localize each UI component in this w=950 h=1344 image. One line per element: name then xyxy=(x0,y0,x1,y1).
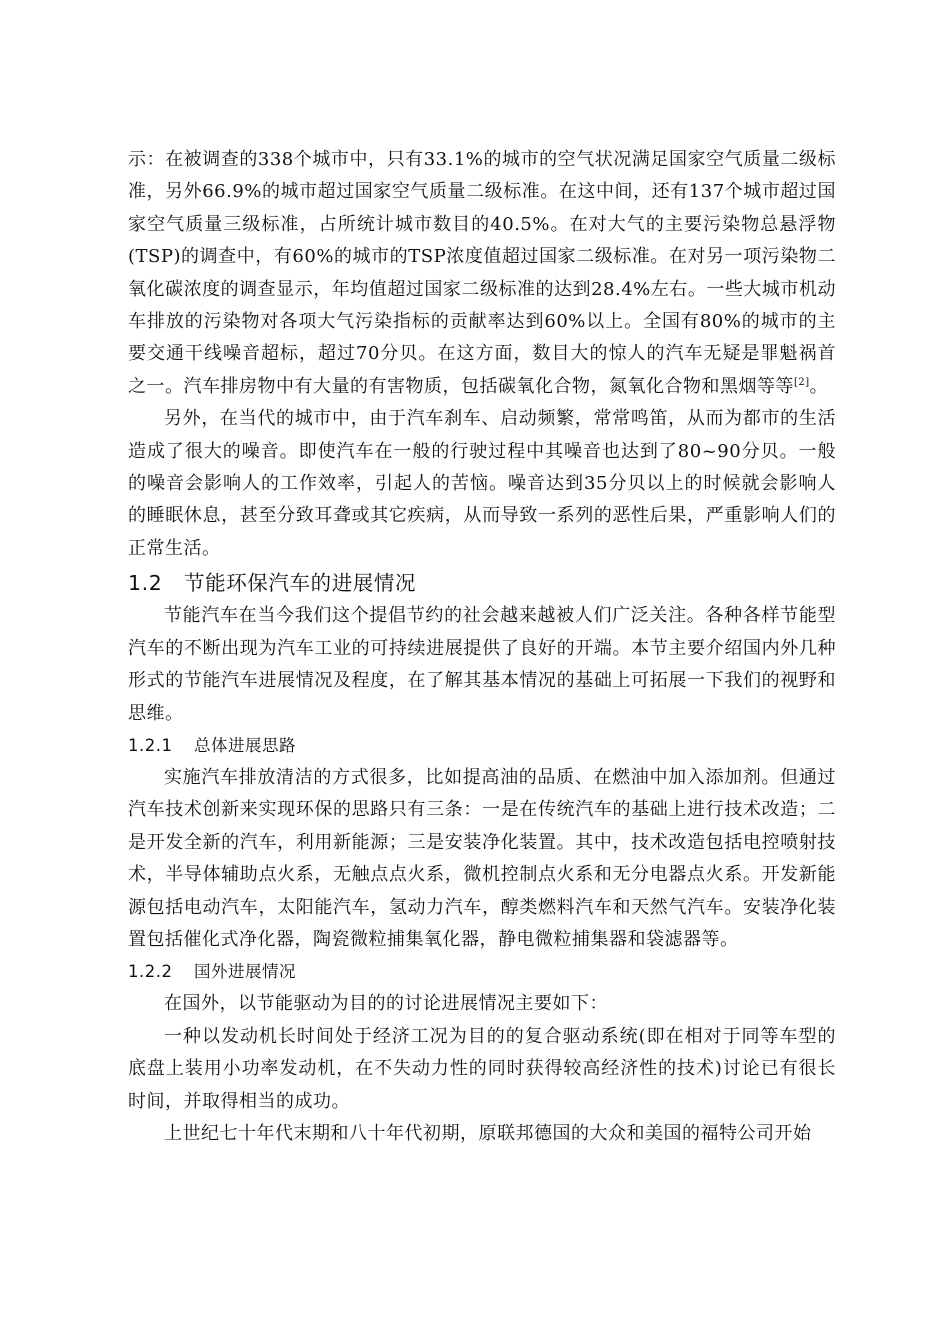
subsection-heading-1-2-1 xyxy=(128,730,836,762)
paragraph-clean-emission: 实施汽车排放清洁的方式很多，比如提高油的品质、在燃油中加入添加剂。但通过汽车技术创新来实现环保的思路只有三条：一是在传统汽车的基础上进行技术改造；二是开发全新的汽车，利用新能源；三是安装净化装置。其中，技术改造包括电控喷射技术，半导体辅助点火系，无触点点火系，微机控制点火系和无分电器点火系。开发新能源包括电动汽车，太阳能汽车，氢动力汽车，醇类燃料汽车和天然气汽车。安装净化装置包括催化式净化器，陶瓷微粒捕集氧化器，静电微粒捕集器和袋滤器等。 xyxy=(128,766,836,950)
citation-reference: [2] xyxy=(794,376,810,388)
section-title: 节能环保汽车的进展情况 xyxy=(184,571,417,596)
paragraph-air-quality-end: 。 xyxy=(809,375,829,397)
paragraph-history: 上世纪七十年代末期和八十年代初期，原联邦德国的大众和美国的福特公司开始 xyxy=(164,1122,812,1144)
subsection-number: 1.2.2 xyxy=(128,962,173,982)
paragraph-air-quality-text: 示：在被调查的338个城市中，只有33.1%的城市的空气状况满足国家空气质量二级标准，另外66.9%的城市超过国家空气质量二级标准。在这中间，还有137个城市超过国家空气质量三级标准，占所统计城市数目的40.5%。在对大气的主要污染物总悬浮物(TSP)的调查中，有60%的城市的TSP浓度值超过国家二级标准。在对另一项污染物二氧化碳浓度的调查显示，年均值超过国家二级标准的达到28.4%左右。一些大城市机动车排放的污染物对各项大气污染指标的贡献率达到60%以上。全国有80%的城市的主要交通干线噪音超标，超过70分贝。在这方面，数目大的惊人的汽车无疑是罪魁祸首之一。汽车排房物中有大量的有害物质，包括碳氧化合物，氮氧化合物和黑烟等等 xyxy=(128,149,836,397)
subsection-heading-1-2-2 xyxy=(128,956,836,988)
paragraph-hybrid-drive: 一种以发动机长时间处于经济工况为目的的复合驱动系统(即在相对于同等车型的底盘上装用小功率发动机，在不失动力性的同时获得较高经济性的技术)讨论已有很长时间，并取得相当的成功。 xyxy=(128,1025,836,1112)
paragraph-foreign-progress: 在国外，以节能驱动为目的的讨论进展情况主要如下： xyxy=(164,993,608,1015)
section-heading-1-2 xyxy=(128,567,836,599)
paragraph-air-quality xyxy=(128,144,836,403)
subsection-title: 国外进展情况 xyxy=(194,962,296,982)
subsection-title: 总体进展思路 xyxy=(194,735,296,755)
paragraph-noise: 另外，在当代的城市中，由于汽车刹车、启动频繁，常常鸣笛，从而为都市的生活造成了很大的噪音。即使汽车在一般的行驶过程中其噪音也达到了80~90分贝。一般的噪音会影响人的工作效率，引起人的苦恼。噪音达到35分贝以上的时候就会影响人的睡眠休息，甚至分致耳聋或其它疾病，从而导致一系列的恶性后果，严重影响人们的正常生活。 xyxy=(128,408,836,559)
section-number: 1.2 xyxy=(128,571,163,596)
subsection-number: 1.2.1 xyxy=(128,735,173,755)
paragraph-intro-energy-saving: 节能汽车在当今我们这个提倡节约的社会越来越被人们广泛关注。各种各样节能型汽车的不断出现为汽车工业的可持续进展提供了良好的开端。本节主要介绍国内外几种形式的节能汽车进展情况及程度，在了解其基本情况的基础上可拓展一下我们的视野和思维。 xyxy=(128,605,836,724)
document-page xyxy=(128,144,836,1150)
